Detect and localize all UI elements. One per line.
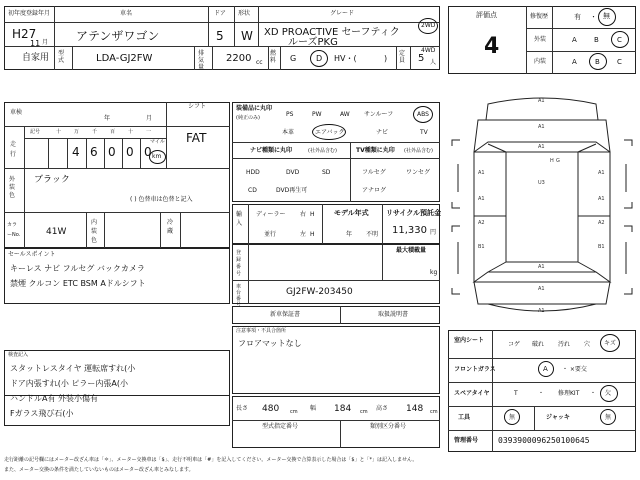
equip-abs: ABS xyxy=(417,111,429,118)
grade-line-1: XD PROACTIVE セーフティク xyxy=(264,27,400,38)
score-value: 4 xyxy=(484,34,500,59)
score-label: 評価点 xyxy=(476,11,497,19)
management-no-value: 0393900096250100645 xyxy=(498,436,590,445)
interior-label: 内装 xyxy=(534,58,547,65)
equip-leather: 本革 xyxy=(282,129,295,136)
capacity-value: 5 xyxy=(418,53,425,64)
notes-value: フロアマットなし xyxy=(238,339,302,348)
navi-cd: CD xyxy=(248,187,257,194)
navi-sd: SD xyxy=(322,169,331,176)
unit-label-sign: 記号 xyxy=(30,129,41,135)
displacement-unit: cc xyxy=(256,59,263,66)
spare-tire-label: スペアタイヤ xyxy=(454,390,490,397)
recycle-yen: 円 xyxy=(430,229,437,236)
tv-oneseg: ワンセグ xyxy=(406,169,431,176)
repair-sep: ・ xyxy=(590,13,597,21)
first-reg-month: 11 xyxy=(30,39,41,48)
reg-no-label: 登録番号 xyxy=(236,250,242,277)
navi-hdd: HDD xyxy=(246,169,260,176)
owner-manual: 取扱説明書 xyxy=(378,311,409,318)
inspection-label: 検査記入 xyxy=(8,352,29,358)
exterior-color-value: ブラック xyxy=(34,175,70,185)
navi-type-label: ナビ種類に丸印 xyxy=(250,147,293,154)
tools-value: 無 xyxy=(509,414,516,421)
exterior-grade-b: B xyxy=(594,36,599,44)
seat-hole: 穴 xyxy=(584,341,591,348)
drive-2wd: 2WD xyxy=(421,22,436,29)
navi-dvd: DVD xyxy=(286,169,300,176)
grade-label: グレード xyxy=(330,10,355,17)
odometer-digit: 0 xyxy=(144,145,152,159)
chassis-label: 車台番号 xyxy=(236,284,242,308)
odometer-digit: 0 xyxy=(126,145,134,159)
unit-label-2: 千 xyxy=(92,129,98,135)
diagram-label-h: H xyxy=(550,158,554,164)
windshield-a: A xyxy=(543,365,548,373)
warranty-row xyxy=(232,306,440,324)
exterior-color-label: 外装色 xyxy=(9,176,16,199)
exterior-grade-a: A xyxy=(572,36,577,44)
max-load-unit: kg xyxy=(430,269,438,276)
diagram-label-b1: B1 xyxy=(598,244,605,250)
width-label: 幅 xyxy=(310,405,317,412)
length-label: 長さ xyxy=(236,405,249,412)
import-dealer: ディーラー xyxy=(256,211,286,218)
vehicle-inspection-label: 車検 xyxy=(10,109,23,116)
notes-block xyxy=(232,326,440,394)
capacity-unit: 人 xyxy=(430,59,437,66)
spare-sep-2: ・ xyxy=(590,390,597,397)
odometer-digit: 4 xyxy=(72,145,80,159)
footer-note-2: また、メーター交換の条件を満たしていないものはメーター改ざん車とみなします。 xyxy=(4,467,194,473)
height-unit: cm xyxy=(430,409,438,415)
class-number-label: 類別区分番号 xyxy=(370,423,407,430)
inspection-line: スタットレスタイヤ 運転席すれ(小 xyxy=(10,364,136,373)
fuel-hv: HV・( xyxy=(334,54,357,63)
chassis-number: GJ2FW-203450 xyxy=(286,287,353,297)
unit-label-3: 百 xyxy=(110,129,116,135)
month-unit: 月 xyxy=(42,39,49,46)
displacement-label: 排気量 xyxy=(198,50,205,71)
handle-right: 右 xyxy=(300,211,307,218)
diagram-label-a1: A1 xyxy=(538,264,545,270)
exterior-grade-c: C xyxy=(617,36,622,44)
exterior-label: 外装 xyxy=(534,36,547,43)
diagram-label-a1: A1 xyxy=(538,98,545,104)
windshield-replace: ・ ×要交 xyxy=(562,366,587,373)
equip-navi: ナビ xyxy=(376,129,389,136)
inspection-line: Fガラス飛び石(小 xyxy=(10,409,74,418)
footer-note-1: 走行距離の記号欄にはメーター改ざん車は「＊」、メーター交換車は「$」、走行不明車は「#」を記入してください。メーター交換で合算表示した場合は「$」と「*」は記入しません。 xyxy=(4,457,418,463)
import-label: 輸入 xyxy=(236,211,243,227)
diagram-label-a2: A2 xyxy=(478,220,485,226)
height-label: 高さ xyxy=(376,405,389,412)
first-reg-label: 初年度登録年月 xyxy=(8,10,51,17)
inspection-month-unit: 月 xyxy=(146,115,153,122)
tv-type-label: TV種類に丸印 xyxy=(356,147,395,154)
width-value: 184 xyxy=(334,404,352,414)
fuel-g: G xyxy=(290,54,297,63)
diagram-label-u3: U3 xyxy=(538,180,545,186)
spare-sep: ・ xyxy=(538,390,545,397)
navi-type-note: (社外品含む) xyxy=(308,148,337,154)
new-car-warranty: 新車保証書 xyxy=(270,311,301,318)
capacity-label: 定員 xyxy=(399,50,406,64)
model-code: LDA-GJ2FW xyxy=(96,53,153,64)
handle-left: 左 xyxy=(300,231,307,238)
car-damage-diagram xyxy=(448,92,636,324)
mile-label: マイル xyxy=(150,139,165,145)
inspection-line: ハンドルA有 外装小傷有 xyxy=(10,394,99,403)
height-value: 148 xyxy=(406,404,424,414)
recycle-deposit-value: 11,330 xyxy=(392,225,427,236)
jack-value: 無 xyxy=(605,414,612,421)
shift-value: FAT xyxy=(186,131,207,145)
first-reg-year: H27 xyxy=(12,27,37,41)
length-unit: cm xyxy=(290,409,298,415)
equipment-label: 装備品に丸印 xyxy=(236,105,273,112)
management-no-label: 管理番号 xyxy=(454,437,479,444)
handle-right-h: H xyxy=(310,211,315,218)
header-divider-2 xyxy=(4,46,440,47)
tools-label: 工具 xyxy=(458,414,471,421)
equip-airbag: エアバック xyxy=(315,129,345,136)
diagram-label-a1: A1 xyxy=(538,286,545,292)
drive-4wd: 4WD xyxy=(421,47,436,54)
unit-label-5: 一 xyxy=(146,129,152,135)
diagram-label-a1: A1 xyxy=(538,308,545,314)
equip-pw: PW xyxy=(312,111,322,118)
spare-repair-kit: 修理KIT xyxy=(558,390,580,397)
fuel-label: 燃料 xyxy=(270,50,277,64)
diagram-label-g: G xyxy=(556,158,560,164)
unit-label-0: 十 xyxy=(56,129,62,135)
shape-label: 形状 xyxy=(238,10,251,17)
displacement-value: 2200 xyxy=(226,53,252,64)
model-year-unknown: 不明 xyxy=(366,231,379,238)
door-count: 5 xyxy=(216,29,224,43)
diagram-label-b1: B1 xyxy=(478,244,485,250)
tv-fullseg: フルセグ xyxy=(362,169,386,176)
width-unit: cm xyxy=(360,409,368,415)
unit-label-1: 万 xyxy=(74,129,80,135)
car-name-label: 車名 xyxy=(120,10,133,17)
interior-grade-a: A xyxy=(572,58,577,66)
seat-stain: 汚れ xyxy=(558,341,571,348)
seat-burn: コゲ xyxy=(508,341,521,348)
fuel-d: D xyxy=(316,54,323,63)
grade-line-2: ルーズPKG xyxy=(288,37,338,48)
notes-label: 注意事項・不具合箇所 xyxy=(236,328,287,334)
use-type: 自家用 xyxy=(22,53,50,63)
shift-label: シフト xyxy=(188,103,207,110)
equip-tv: TV xyxy=(420,129,428,136)
repair-yes: 有 xyxy=(574,13,581,21)
color-no-value: 41W xyxy=(46,227,67,237)
car-name: アテンザワゴン xyxy=(76,29,160,43)
odometer-digit: 6 xyxy=(90,145,98,159)
equip-sunroof: サンルーフ xyxy=(364,111,394,118)
handle-left-h: H xyxy=(310,231,315,238)
recycle-label: 冷蔵 xyxy=(167,219,174,235)
navi-dvd-playable: DVD再生可 xyxy=(276,187,308,194)
color-change-note: ( ) 色替車は色替と記入 xyxy=(130,196,193,203)
inspection-year-unit: 年 xyxy=(104,115,111,122)
seat-label: 室内シート xyxy=(454,337,485,344)
repair-no: 無 xyxy=(603,12,610,20)
unit-label-4: 十 xyxy=(128,129,134,135)
body-shape: W xyxy=(241,29,253,43)
equip-ps: PS xyxy=(286,111,294,118)
spare-t: T xyxy=(514,390,518,397)
fuel-close: ) xyxy=(384,54,388,63)
spare-missing: 欠 xyxy=(605,390,612,397)
header-divider xyxy=(4,22,440,23)
recycle-deposit-label: リサイクル預託金 xyxy=(386,209,442,217)
travel-label: 走行 xyxy=(10,141,17,158)
max-load-label: 最大積載量 xyxy=(396,247,427,254)
sales-points-line2: 禁煙 クルコン ETC BSM Aドルシフト xyxy=(10,279,146,288)
model-year-unit: 年 xyxy=(346,231,353,238)
door-label: ドア xyxy=(214,10,226,17)
inspection-line: ドア内張すれ(小 ピラー内張A(小 xyxy=(10,379,129,388)
interior-grade-c: C xyxy=(617,58,622,66)
tv-analog: アナログ xyxy=(362,187,387,194)
import-parallel: 並行 xyxy=(264,231,277,238)
diagram-label-a1: A1 xyxy=(538,144,545,150)
diagram-label-a1: A1 xyxy=(478,170,485,176)
sales-points-line1: キーレス ナビ フルセグ バックカメラ xyxy=(10,264,145,273)
interior-color-label: 内装色 xyxy=(91,219,98,244)
interior-grade-b: B xyxy=(595,58,600,66)
jack-label: ジャッキ xyxy=(546,414,570,421)
seat-tear: 破れ xyxy=(532,341,545,348)
model-label: 型式 xyxy=(58,50,65,64)
diagram-label-a1: A1 xyxy=(478,196,485,202)
windshield-label: フロントガラス xyxy=(454,366,496,373)
diagram-label-a1: A1 xyxy=(598,170,605,176)
repair-history-label: 修復歴 xyxy=(530,13,549,20)
seat-scratch: キズ xyxy=(604,340,616,347)
diagram-label-a2: A2 xyxy=(598,220,605,226)
length-value: 480 xyxy=(262,404,280,414)
diagram-label-a1: A1 xyxy=(538,124,545,130)
type-designation-label: 型式指定番号 xyxy=(262,423,299,430)
km-label: km xyxy=(152,153,162,160)
equipment-sub: (純正のみ) xyxy=(236,115,260,121)
color-no-label: カラーNo. xyxy=(7,222,21,238)
tv-type-note: (社外品含む) xyxy=(404,148,433,154)
diagram-label-a1: A1 xyxy=(598,196,605,202)
model-year-label: モデル年式 xyxy=(334,209,369,217)
equip-aw: AW xyxy=(340,111,350,118)
sales-points-label: セールスポイント xyxy=(8,251,56,258)
odometer-digit: 0 xyxy=(108,145,116,159)
